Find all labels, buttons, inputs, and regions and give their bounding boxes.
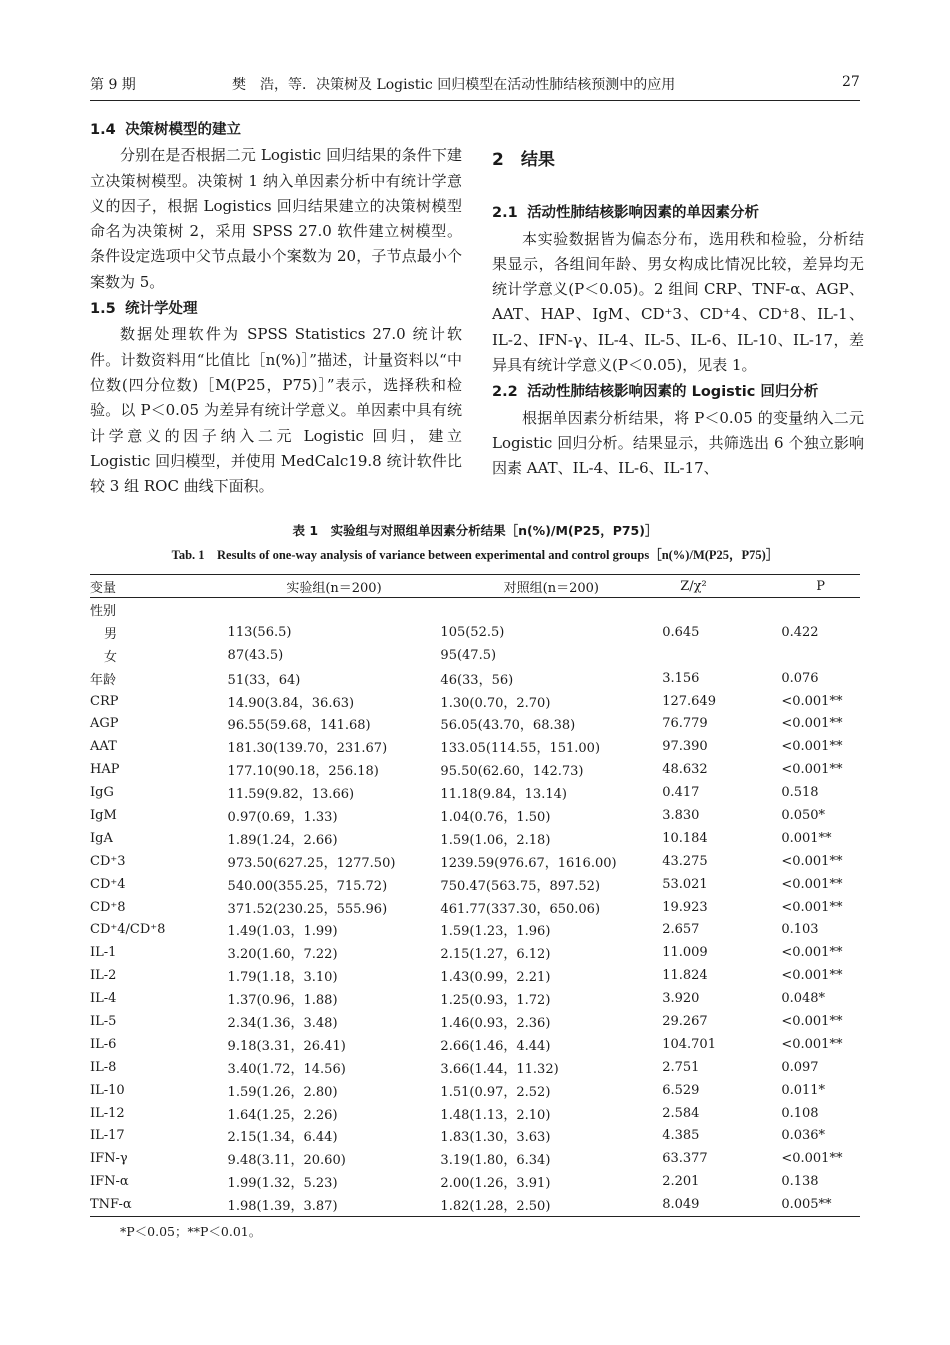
cell-control: 133.05(114.55，151.00) <box>440 741 601 757</box>
cell-experimental: 1.79(1.18，3.10) <box>227 970 338 986</box>
cell-statistic: 10.184 <box>662 830 708 846</box>
cell-experimental: 1.49(1.03，1.99) <box>227 924 338 940</box>
cell-statistic: 0.645 <box>662 624 700 640</box>
header-control: 对照组(n＝200) <box>440 575 662 598</box>
cell-experimental: 1.99(1.32，5.23) <box>227 1176 338 1192</box>
cell-variable: AAT <box>90 739 117 755</box>
section-1-5-heading: 1.5 统计学处理 <box>90 301 198 318</box>
table-row <box>90 1056 860 1079</box>
table-caption-en: Tab. 1 Results of one-way analysis of variance between experimental and control groups［n(%)/M(P25，P75)］ <box>171 548 779 562</box>
cell-p-value: <0.001** <box>781 1013 843 1029</box>
cell-p-value: <0.001** <box>781 853 843 869</box>
cell-p-value: 0.138 <box>781 1174 819 1190</box>
cell-control: 11.18(9.84，13.14) <box>440 787 567 803</box>
cell-experimental: 11.59(9.82，13.66) <box>227 787 355 803</box>
table-row <box>90 850 860 873</box>
cell-statistic: 53.021 <box>662 876 708 892</box>
header-experimental: 实验组(n＝200) <box>228 575 441 598</box>
table-row <box>90 896 860 919</box>
cell-p-value: <0.001** <box>781 1151 843 1167</box>
cell-control: 1.04(0.76，1.50) <box>440 809 551 825</box>
cell-control: 1.43(0.99，2.21) <box>440 970 551 986</box>
results-table <box>90 574 860 1217</box>
cell-variable: 男 <box>104 626 118 642</box>
cell-control: 1239.59(976.67，1616.00) <box>440 855 617 871</box>
table-row <box>90 758 860 781</box>
cell-statistic: 97.390 <box>662 739 708 755</box>
cell-variable: TNF-α <box>90 1193 228 1216</box>
cell-control: 1.82(1.28，2.50) <box>440 1193 662 1216</box>
cell-experimental <box>228 598 441 621</box>
cell-control: 1.48(1.13，2.10) <box>440 1107 551 1123</box>
cell-variable: IgM <box>90 807 117 823</box>
cell-control: 95(47.5) <box>440 647 497 663</box>
right-column <box>492 148 864 482</box>
cell-p-value: 0.001** <box>781 830 832 846</box>
cell-experimental: 3.40(1.72，14.56) <box>227 1061 346 1077</box>
cell-p-value: 0.097 <box>781 1059 819 1075</box>
cell-variable: 年龄 <box>90 672 117 688</box>
header-variable: 变量 <box>90 575 228 598</box>
cell-control: 1.25(0.93，1.72) <box>440 993 551 1009</box>
cell-statistic: 3.156 <box>662 670 700 686</box>
cell-experimental: 113(56.5) <box>227 624 292 640</box>
cell-control <box>440 598 662 621</box>
cell-control: 1.30(0.70，2.70) <box>440 695 551 711</box>
cell-control: 1.83(1.30，3.63) <box>440 1130 551 1146</box>
table-row <box>90 827 860 850</box>
cell-statistic: 2.657 <box>662 922 700 938</box>
cell-p-value: <0.001** <box>781 968 843 984</box>
cell-statistic: 19.923 <box>662 899 708 915</box>
cell-experimental: 3.20(1.60，7.22) <box>227 947 338 963</box>
cell-variable: CD⁺4 <box>90 876 126 892</box>
cell-p-value: 0.011* <box>781 1082 826 1098</box>
table-row <box>90 690 860 713</box>
cell-p-value: 0.076 <box>781 670 819 686</box>
cell-p-value: 0.103 <box>781 922 819 938</box>
cell-statistic: 0.417 <box>662 785 700 801</box>
cell-experimental: 51(33，64) <box>227 672 301 688</box>
cell-experimental: 371.52(230.25，555.96) <box>227 901 388 917</box>
cell-statistic: 43.275 <box>662 853 708 869</box>
cell-variable: IL-6 <box>90 1036 117 1052</box>
table-row <box>90 1124 860 1147</box>
cell-control: 2.15(1.27，6.12) <box>440 947 551 963</box>
cell-experimental: 1.37(0.96，1.88) <box>227 993 338 1009</box>
cell-p-value: 0.108 <box>781 1105 819 1121</box>
cell-p-value: <0.001** <box>781 739 843 755</box>
cell-p-value: 0.422 <box>781 624 819 640</box>
header-p-value: P <box>781 575 860 598</box>
cell-statistic: 63.377 <box>662 1151 708 1167</box>
cell-p-value: <0.001** <box>781 945 843 961</box>
cell-variable: IL-1 <box>90 945 117 961</box>
table-row <box>90 621 860 644</box>
cell-statistic: 76.779 <box>662 716 708 732</box>
cell-statistic: 127.649 <box>662 693 716 709</box>
cell-experimental: 2.34(1.36，3.48) <box>227 1015 338 1031</box>
header-rule <box>90 100 860 101</box>
cell-experimental: 87(43.5) <box>227 647 284 663</box>
cell-p-value <box>781 598 860 621</box>
table-row <box>90 712 860 735</box>
cell-variable: IL-5 <box>90 1013 117 1029</box>
cell-p-value: <0.001** <box>781 693 843 709</box>
cell-experimental: 540.00(355.25，715.72) <box>227 878 388 894</box>
cell-statistic: 6.529 <box>662 1082 700 1098</box>
cell-experimental: 1.98(1.39，3.87) <box>228 1193 441 1216</box>
cell-experimental: 0.97(0.69，1.33) <box>227 809 338 825</box>
cell-control: 750.47(563.75，897.52) <box>440 878 601 894</box>
cell-statistic: 3.830 <box>662 807 700 823</box>
table-row <box>90 598 860 621</box>
cell-p-value: <0.001** <box>781 899 843 915</box>
table-row <box>90 1102 860 1125</box>
cell-variable: AGP <box>90 716 119 732</box>
cell-variable: IL-10 <box>90 1082 125 1098</box>
cell-control: 105(52.5) <box>440 624 505 640</box>
cell-variable: IFN-α <box>90 1174 129 1190</box>
cell-statistic: 8.049 <box>662 1193 781 1216</box>
table-footnote: *P＜0.05；**P＜0.01。 <box>120 1224 262 1239</box>
cell-control: 3.19(1.80，6.34) <box>440 1153 551 1169</box>
cell-statistic: 2.751 <box>662 1059 700 1075</box>
table-row <box>90 873 860 896</box>
cell-statistic <box>662 598 781 621</box>
cell-control: 95.50(62.60，142.73) <box>440 764 584 780</box>
cell-statistic <box>662 644 781 667</box>
cell-variable: IgG <box>90 785 114 801</box>
section-2-heading: 2 结果 <box>492 150 555 170</box>
cell-experimental: 96.55(59.68，141.68) <box>227 718 371 734</box>
table-row <box>90 667 860 690</box>
cell-statistic: 29.267 <box>662 1013 708 1029</box>
header-statistic: Z/χ² <box>662 575 781 598</box>
table-row <box>90 1193 860 1216</box>
cell-variable: CRP <box>90 693 119 709</box>
cell-p-value: 0.050* <box>781 807 826 823</box>
table-row <box>90 1010 860 1033</box>
section-2-1-text: 本实验数据皆为偏态分布，选用秩和检验，分析结果显示，各组间年龄、男女构成比情况比较，差异均无统计学意义(P＜0.05)。2 组间 CRP、TNF-α、AGP、AAT、HAP、IgM、CD⁺3、CD⁺4、CD⁺8、IL-1、IL-2、IFN-γ、IL-4、IL-5、IL-6、IL-10、IL-17，差异具有统计学意义(P＜0.05)，见表 1。 <box>492 229 864 375</box>
cell-statistic: 11.009 <box>662 945 708 961</box>
table-row <box>90 1033 860 1056</box>
cell-p-value: 0.048* <box>781 991 826 1007</box>
header-title: 樊 浩，等．决策树及 Logistic 回归模型在活动性肺结核预测中的应用 <box>232 77 676 93</box>
cell-variable: IL-2 <box>90 968 117 984</box>
table-header-row <box>90 575 860 598</box>
cell-variable: IgA <box>90 830 113 846</box>
cell-statistic: 104.701 <box>662 1036 716 1052</box>
cell-p-value: <0.001** <box>781 762 843 778</box>
cell-statistic: 48.632 <box>662 762 708 778</box>
table-row <box>90 804 860 827</box>
cell-experimental: 1.64(1.25，2.26) <box>227 1107 338 1123</box>
cell-control: 2.66(1.46，4.44) <box>440 1038 551 1054</box>
table-row <box>90 735 860 758</box>
cell-variable: IL-17 <box>90 1128 125 1144</box>
section-1-4-heading: 1.4 决策树模型的建立 <box>90 122 242 138</box>
cell-p-value: 0.036* <box>781 1128 826 1144</box>
cell-variable: 性别 <box>90 603 117 619</box>
table-row <box>90 781 860 804</box>
cell-experimental: 14.90(3.84，36.63) <box>227 695 355 711</box>
cell-control: 2.00(1.26，3.91) <box>440 1176 551 1192</box>
table-row <box>90 918 860 941</box>
cell-statistic: 11.824 <box>662 968 708 984</box>
cell-control: 461.77(337.30，650.06) <box>440 901 601 917</box>
cell-statistic: 4.385 <box>662 1128 700 1144</box>
cell-variable: IL-12 <box>90 1105 125 1121</box>
cell-p-value: <0.001** <box>781 716 843 732</box>
cell-statistic: 3.920 <box>662 991 700 1007</box>
cell-variable: IL-4 <box>90 991 117 1007</box>
section-1-5-text: 数据处理软件为 SPSS Statistics 27.0 统计软件。计数资料用“比值比［n(%)］”描述，计量资料以“中位数(四分位数)［M(P25，P75)］”表示，选择秩和检验。以 P＜0.05 为差异有统计学意义。单因素中具有统计学意义的因子纳入二元 Logistic 回归，建立 Logistic 回归模型，并使用 MedCalc19.8 统计软件比较 3 组 ROC 曲线下面积。 <box>90 325 462 496</box>
cell-p-value: <0.001** <box>781 876 843 892</box>
table-row <box>90 964 860 987</box>
section-2-2-heading: 2.2 活动性肺结核影响因素的 Logistic 回归分析 <box>492 384 819 401</box>
cell-experimental: 177.10(90.18，256.18) <box>227 764 379 780</box>
table-row <box>90 987 860 1010</box>
cell-experimental: 181.30(139.70，231.67) <box>227 741 388 757</box>
cell-control: 3.66(1.44，11.32) <box>440 1061 559 1077</box>
table-row <box>90 644 860 667</box>
table-caption-cn: 表 1 实验组与对照组单因素分析结果［n(%)/M(P25，P75)］ <box>292 523 658 538</box>
section-2-1-heading: 2.1 活动性肺结核影响因素的单因素分析 <box>492 205 760 222</box>
cell-p-value: 0.518 <box>781 785 819 801</box>
cell-experimental: 9.18(3.31，26.41) <box>227 1038 346 1054</box>
cell-control: 1.59(1.23，1.96) <box>440 924 551 940</box>
cell-control: 1.46(0.93，2.36) <box>440 1015 551 1031</box>
section-2-2-text: 根据单因素分析结果，将 P＜0.05 的变量纳入二元 Logistic 回归分析。结果显示，共筛选出 6 个独立影响因素 AAT、IL-4、IL-6、IL-17、 <box>492 408 864 478</box>
cell-control: 1.59(1.06，2.18) <box>440 832 551 848</box>
cell-variable: CD⁺4/CD⁺8 <box>90 922 166 938</box>
cell-experimental: 973.50(627.25，1277.50) <box>227 855 396 871</box>
cell-variable: HAP <box>90 762 120 778</box>
cell-control: 56.05(43.70，68.38) <box>440 718 576 734</box>
cell-control: 1.51(0.97，2.52) <box>440 1084 551 1100</box>
cell-variable: IL-8 <box>90 1059 117 1075</box>
cell-control: 46(33，56) <box>440 672 514 688</box>
cell-statistic: 2.201 <box>662 1174 700 1190</box>
cell-variable: IFN-γ <box>90 1151 128 1167</box>
cell-variable: CD⁺8 <box>90 899 126 915</box>
cell-statistic: 2.584 <box>662 1105 700 1121</box>
section-1-4-text: 分别在是否根据二元 Logistic 回归结果的条件下建立决策树模型。决策树 1 纳入单因素分析中有统计学意义的因子，根据 Logistics 回归结果建立的决策树模型命名为决策树 2，采用 SPSS 27.0 软件建立树模型。条件设定选项中父节点最小个案数为 20，子节点最小个案数为 5。 <box>90 146 462 291</box>
cell-p-value: 0.005** <box>781 1193 860 1216</box>
table-row <box>90 1147 860 1170</box>
left-column <box>90 118 462 499</box>
table-row <box>90 1170 860 1193</box>
header-issue: 第 9 期 <box>90 77 136 93</box>
cell-variable: CD⁺3 <box>90 853 126 869</box>
cell-variable: 女 <box>104 649 118 665</box>
cell-p-value <box>781 644 860 667</box>
cell-experimental: 1.89(1.24，2.66) <box>227 832 338 848</box>
cell-p-value: <0.001** <box>781 1036 843 1052</box>
header-page-number: 27 <box>842 74 860 90</box>
cell-experimental: 2.15(1.34，6.44) <box>227 1130 338 1146</box>
cell-experimental: 1.59(1.26，2.80) <box>227 1084 338 1100</box>
cell-experimental: 9.48(3.11，20.60) <box>227 1153 346 1169</box>
table-row <box>90 1079 860 1102</box>
table-row <box>90 941 860 964</box>
